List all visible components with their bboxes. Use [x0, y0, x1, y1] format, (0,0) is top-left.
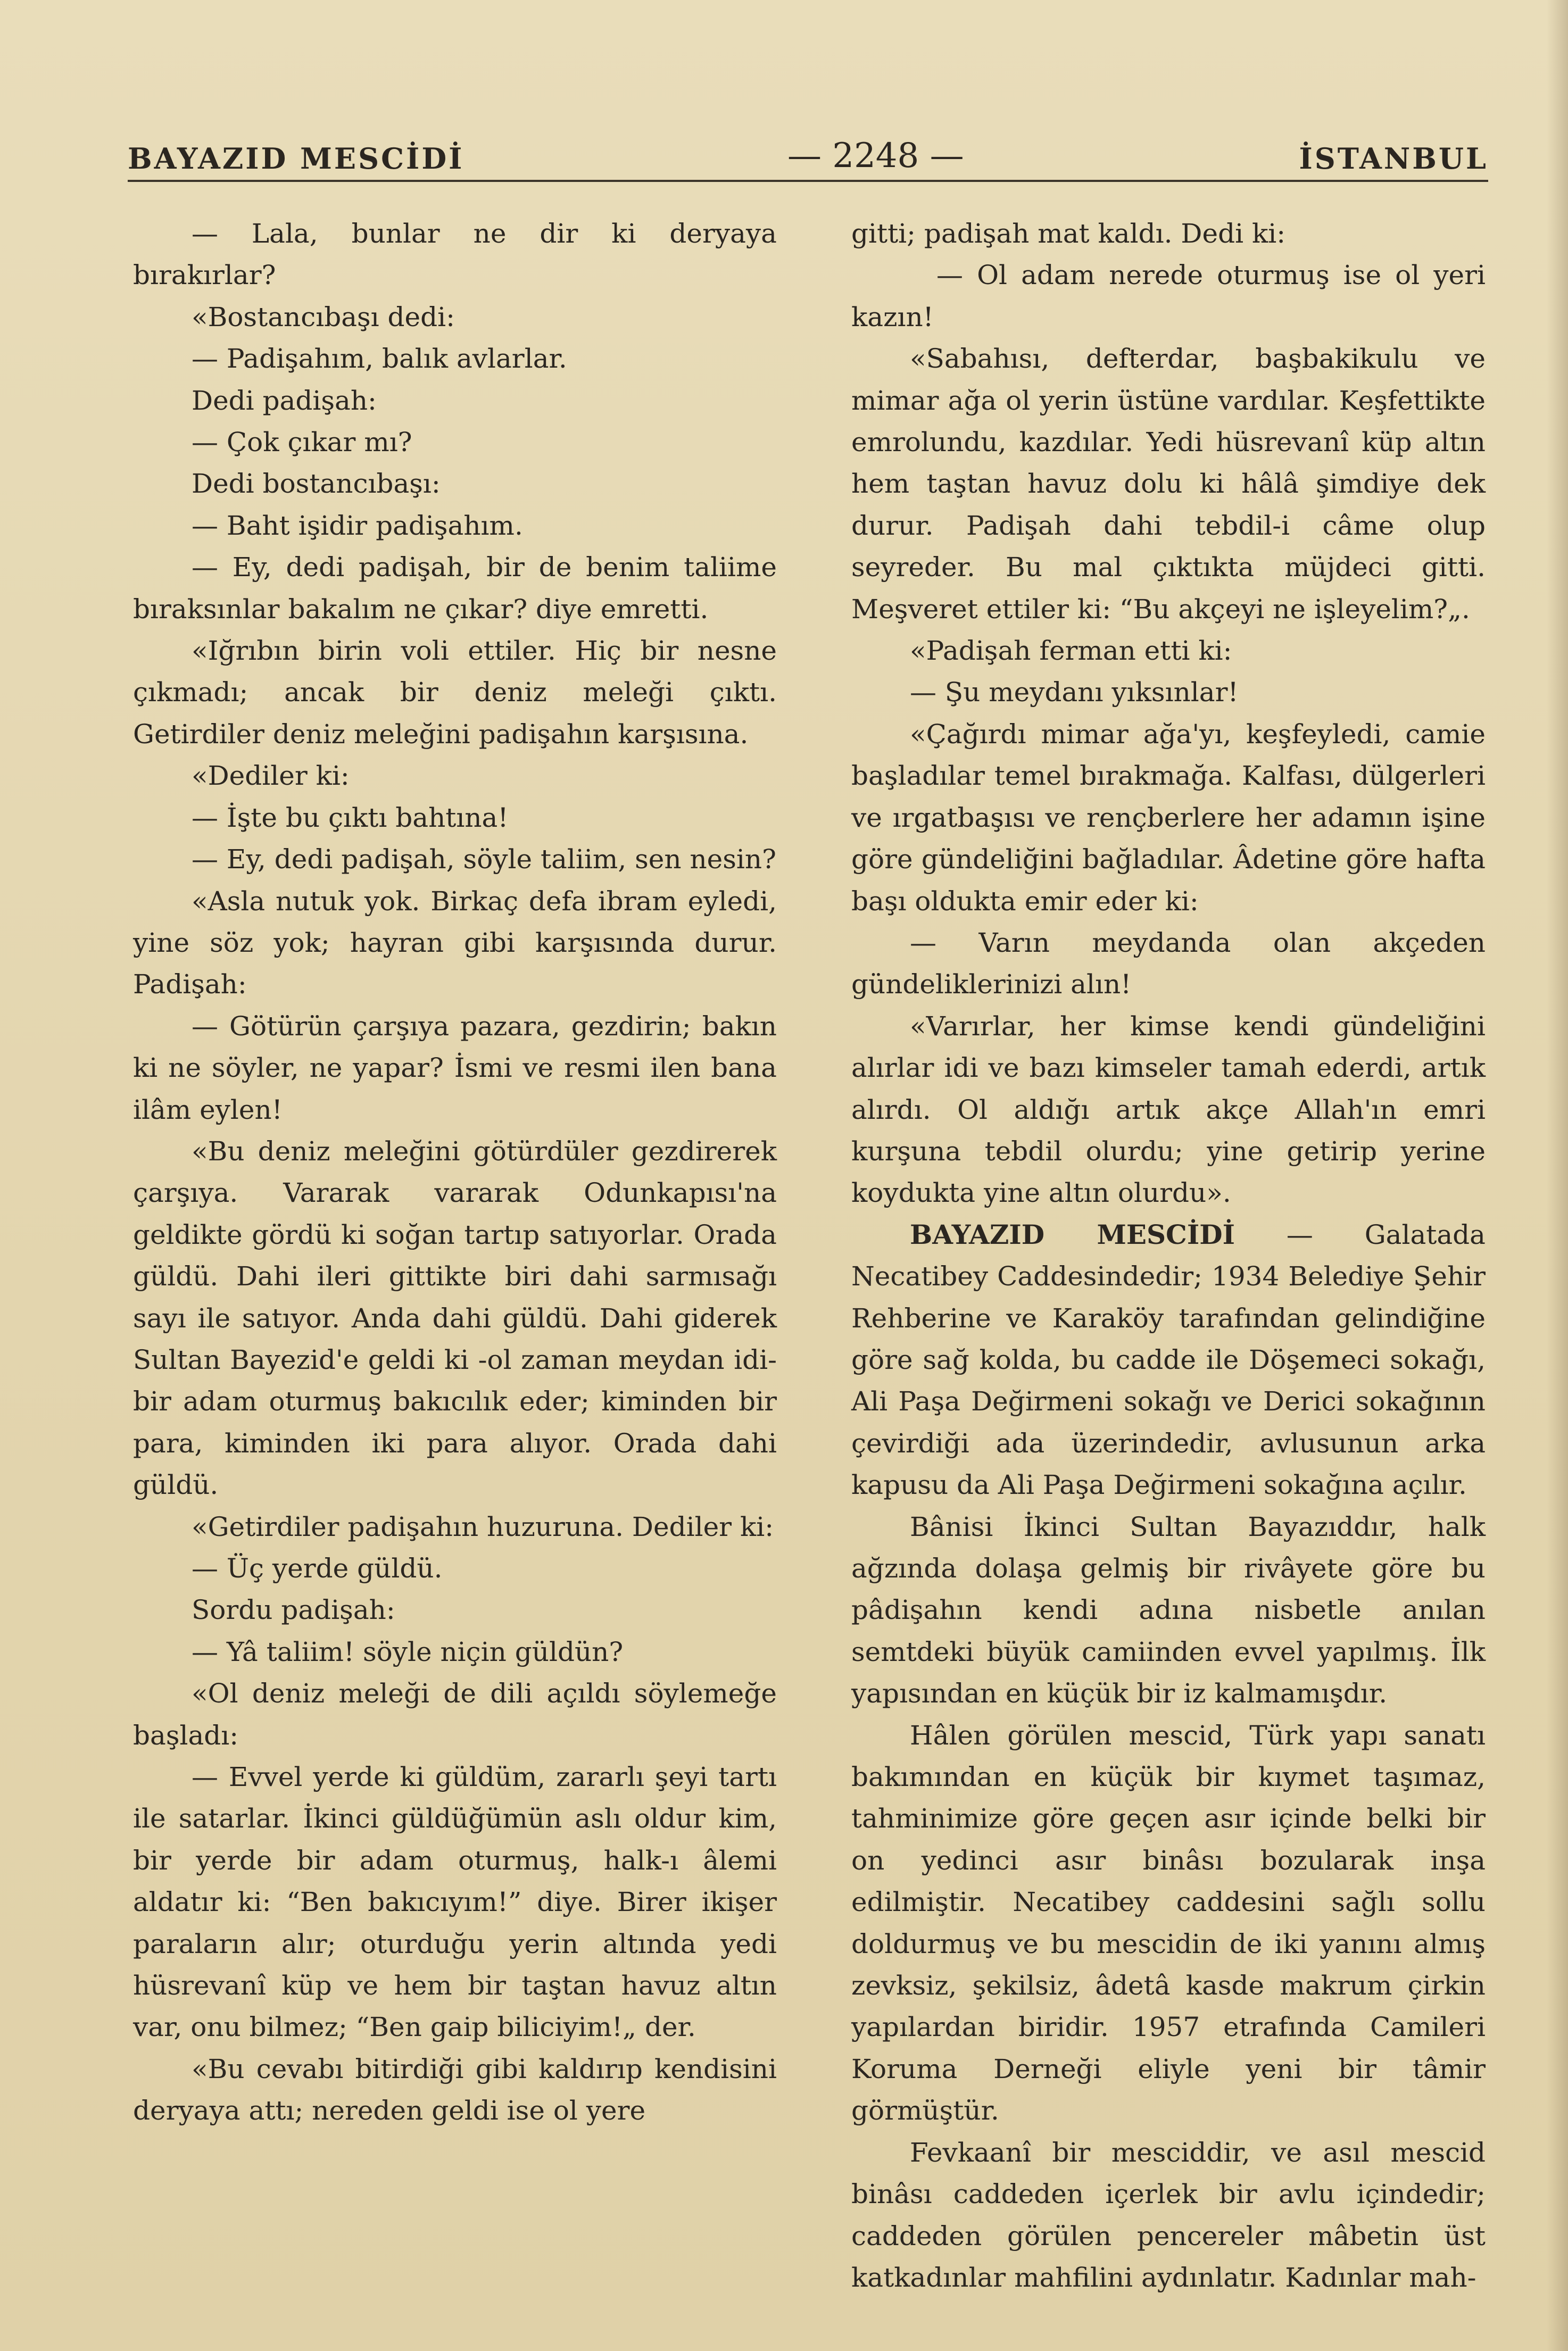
- paragraph: Hâlen görülen mescid, Türk yapı sanatı bakımından en küçük bir kıymet taşımaz, tahminimize göre geçen asır içinde belki bir on yedinci asır binâsı bozularak inşa edilmiştir. Necatibey caddesini sağlı sollu doldurmuş ve bu mescidin de iki yanını almış zevksiz, şekilsiz, âdetâ kasde makrum çirkin yapılardan biridir. 1957 etrafında Camileri Koruma Derneği eliyle yeni bir tâmir görmüştür.: [851, 1719, 1486, 2126]
- paragraph: «Varırlar, her kimse kendi gündeliğini alırlar idi ve bazı kimseler tamah ederdi, artık alırdı. Ol aldığı artık akçe Allah'ın emri kurşuna tebdil olurdu; yine getirip yerine koydukta yine altın olurdu».: [851, 1010, 1486, 1209]
- right-paragraphs: [851, 1506, 1486, 2299]
- header-rule: [128, 180, 1488, 182]
- paragraph: — Ey, dedi padişah, söyle taliim, sen nesin?: [192, 844, 776, 875]
- paragraph: — Padişahım, balık avlarlar.: [192, 343, 567, 375]
- running-head: BAYAZID MESCİDİ: [128, 142, 464, 176]
- entry-heading: BAYAZID MESCİDİ: [910, 1218, 1235, 1250]
- paragraph: «Getirdiler padişahın huzuruna. Dediler ki:: [192, 1511, 774, 1542]
- paragraph: — Evvel yerde ki güldüm, zararlı şeyi tartı ile satarlar. İkinci güldüğümün aslı oldur kim, bir yerde bir adam oturmuş, halk-ı âlemi aldatır ki: “Ben bakıcıyım!” diye. Birer ikişer paraların alır; oturduğu yerin altında yedi hüsrevanî küp ve hem bir taştan havuz altın var, onu bilmez; “Ben gaip biliciyim!„ der.: [133, 1762, 777, 2043]
- entry-paragraph: [851, 1214, 1486, 1506]
- paragraph: Dedi bostancıbaşı:: [192, 468, 441, 500]
- paragraph: Dedi padişah:: [192, 385, 377, 416]
- paragraph: — Varın meydanda olan akçeden gündeliklerinizi alın!: [851, 927, 1486, 1000]
- right-column: [851, 213, 1486, 2298]
- paragraph: — Üç yerde güldü.: [192, 1553, 443, 1584]
- paragraph: — Ol adam nerede oturmuş ise ol yeri kazın!: [851, 260, 1486, 333]
- paragraph: — Götürün çarşıya pazara, gezdirin; bakın ki ne söyler, ne yapar? İsmi ve resmi ilen bana ilâm eylen!: [133, 1010, 777, 1125]
- paragraph: «Padişah ferman etti ki:: [910, 635, 1232, 667]
- paragraph: — Ey, dedi padişah, bir de benim taliime bıraksınlar bakalım ne çıkar? diye emretti.: [133, 552, 777, 625]
- paragraph: «Bostancıbaşı dedi:: [192, 301, 455, 333]
- paragraph: «Asla nutuk yok. Birkaç defa ibram eyledi, yine söz yok; hayran gibi karşısında durur. Padişah:: [133, 885, 777, 1000]
- paragraph: Bânisi İkinci Sultan Bayazıddır, halk ağzında dolaşa gelmiş bir rivâyete göre bu pâdişahın kendi adına nisbetle anılan semtdeki büyük camiinden evvel yapılmış. İlk yapısından en küçük bir iz kalmamışdır.: [851, 1511, 1486, 1709]
- paragraph: «Bu cevabı bitirdiği gibi kaldırıp kendisini deryaya attı; nereden geldi ise ol yere: [133, 2053, 777, 2126]
- paragraph: — Şu meydanı yıksınlar!: [910, 677, 1239, 708]
- page-header: [128, 118, 1488, 182]
- section-name: İSTANBUL: [1299, 142, 1488, 176]
- paragraph: «Bu deniz meleğini götürdüler gezdirerek çarşıya. Vararak vararak Odunkapısı'na geldikte gördü ki soğan tartıp satıyorlar. Orada güldü. Dahi ileri gittikte biri dahi sarmısağı sayı ile satıyor. Anda dahi güldü. Dahi giderek Sultan Bayezid'e geldi ki -ol zaman meydan idi-bir adam oturmuş bakıcılık eder; kiminden bir para, kiminden iki para alıyor. Orada dahi güldü.: [133, 1135, 777, 1501]
- page-number: — 2248 —: [787, 136, 964, 176]
- paragraph: — Çok çıkar mı?: [192, 427, 412, 458]
- paragraph: «Çağırdı mimar ağa'yı, keşfeyledi, camie başladılar temel bırakmağa. Kalfası, dülgerleri ve ırgatbaşısı ve rençberlere her adamın işine göre gündeliğini bağladılar. Âdetine göre hafta başı oldukta emir eder ki:: [851, 718, 1486, 917]
- paragraph: — Yâ taliim! söyle niçin güldün?: [192, 1636, 624, 1667]
- paragraph: Fevkaanî bir mesciddir, ve asıl mescid binâsı caddeden içerlek bir avlu içindedir; caddeden görülen pencereler mâbetin üst katkadınlar mahfilini aydınlatır. Kadınlar mah-: [851, 2137, 1486, 2293]
- paragraph: — Baht işidir padişahım.: [192, 510, 523, 541]
- paragraph: «Sabahısı, defterdar, başbakikulu ve mimar ağa ol yerin üstüne vardılar. Keşfettikte emrolundu, kazdılar. Yedi hüsrevanî küp altın hem taştan havuz dolu ki hâlâ şimdiye dek durur. Padişah dahi tebdil-i câme olup seyreder. Bu mal çıktıkta müjdeci gitti. Meşveret ettiler ki: “Bu akçeyi ne işleyelim?„.: [851, 343, 1486, 625]
- paragraph: Sordu padişah:: [192, 1594, 395, 1626]
- paragraph: gitti; padişah mat kaldı. Dedi ki:: [851, 218, 1286, 249]
- paragraph: — İşte bu çıktı bahtına!: [192, 802, 509, 833]
- paragraph: — Lala, bunlar ne dir ki deryaya bırakırlar?: [133, 218, 777, 291]
- paragraph: «Dediler ki:: [192, 760, 350, 792]
- entry-text: — Galatada Necatibey Caddesindedir; 1934 Belediye Şehir Rehberine ve Karaköy tarafından gelindiğine göre sağ kolda, bu cadde ile Döşemeci sokağı, Ali Paşa Değirmeni sokağı ve Derici sokağının çevirdiği ada üzerindedir, avlusunun arka kapusu da Ali Paşa Değirmeni sokağına açılır.: [851, 1219, 1486, 1501]
- right-intro: [851, 213, 1486, 1214]
- left-column: [133, 213, 777, 2132]
- paragraph: «Ol deniz meleği de dili açıldı söylemeğe başladı:: [133, 1678, 777, 1751]
- paragraph: «Iğrıbın birin voli ettiler. Hiç bir nesne çıkmadı; ancak bir deniz meleği çıktı. Getirdiler deniz meleğini padişahın karşısına.: [133, 635, 777, 750]
